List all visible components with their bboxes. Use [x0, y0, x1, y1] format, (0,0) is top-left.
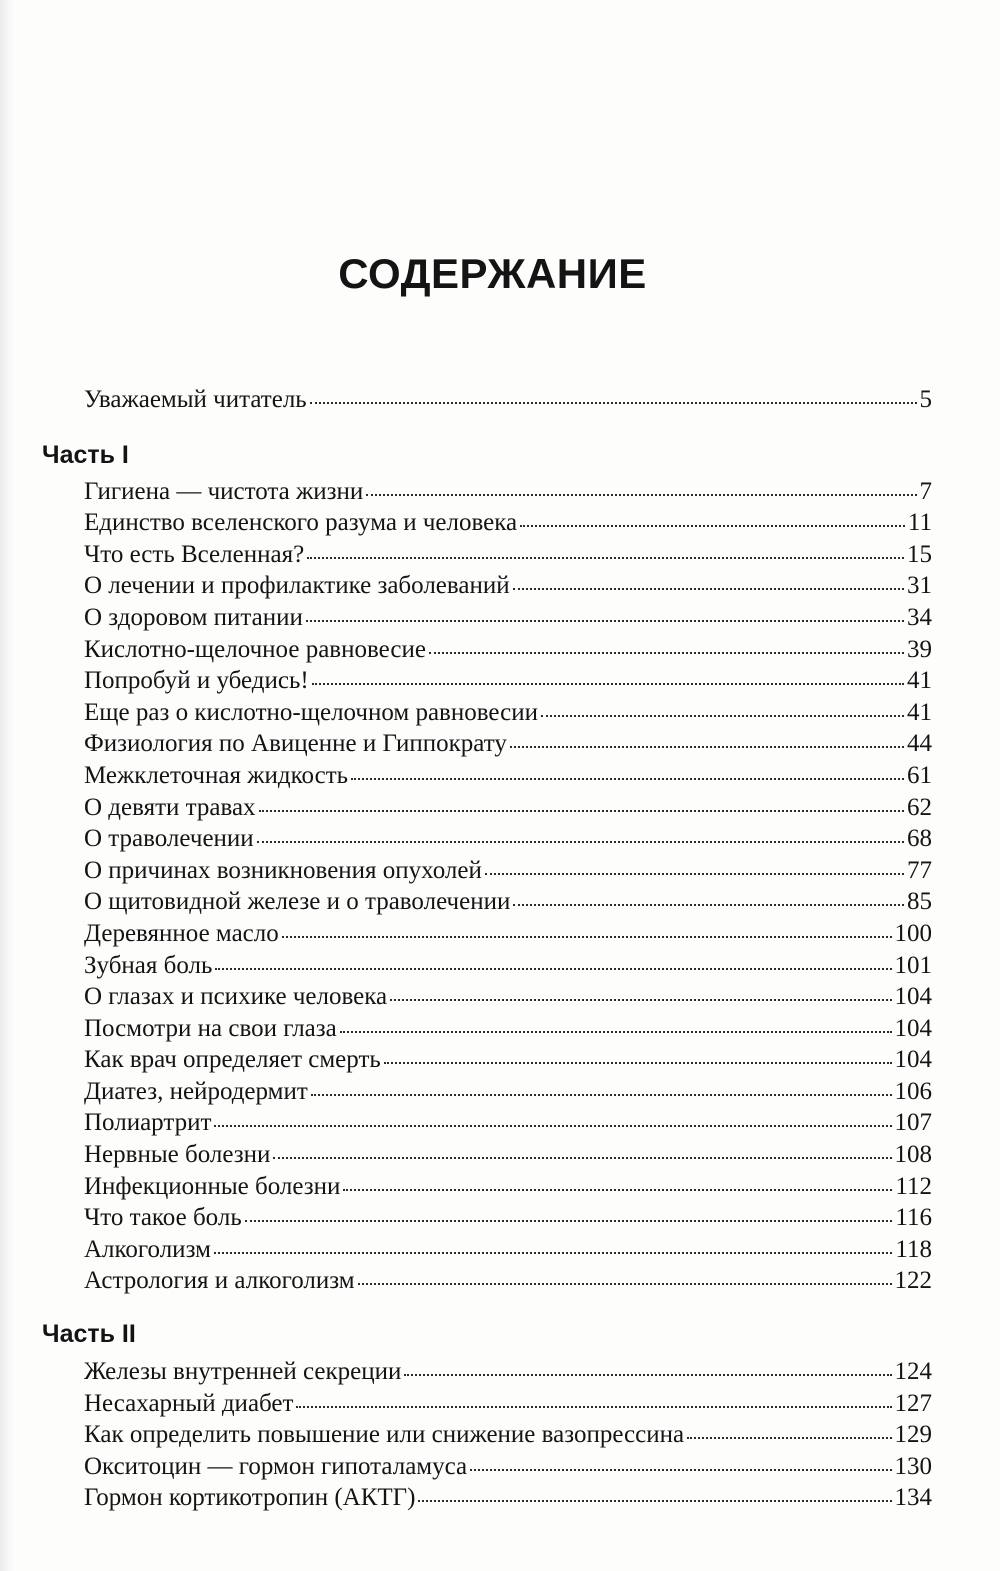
toc-entry-page: 134	[894, 1484, 932, 1512]
toc-entry-label: Гормон кортикотропин (АКТГ)	[84, 1484, 416, 1512]
toc-entry-page: 41	[907, 667, 932, 695]
toc-entry-label: Физиология по Авиценне и Гиппократу	[84, 730, 507, 758]
toc-entry[interactable]	[84, 1419, 932, 1451]
toc-entry-label: Астрология и алкоголизм	[84, 1267, 355, 1295]
toc-entry-page: 62	[907, 793, 932, 821]
toc-entry-label: Окситоцин — гормон гипоталамуса	[84, 1452, 468, 1480]
toc-entry[interactable]	[84, 539, 932, 571]
dot-leader	[470, 1467, 891, 1471]
toc-entry-label: Еще раз о кислотно-щелочном равновесии	[84, 698, 538, 726]
dot-leader	[310, 400, 917, 404]
toc-entry[interactable]	[84, 1013, 932, 1045]
toc-entry[interactable]	[84, 981, 932, 1013]
toc-entry[interactable]	[84, 1356, 932, 1388]
toc-entry-label: О причинах возникновения опухолей	[84, 856, 482, 884]
toc-entry-page: 34	[907, 603, 932, 631]
toc-entry-page: 106	[894, 1077, 932, 1105]
dot-leader	[306, 618, 904, 622]
dot-leader	[687, 1435, 891, 1439]
part-1-heading: Часть I	[42, 440, 129, 469]
dot-leader	[513, 586, 904, 590]
toc-entry[interactable]	[84, 1107, 932, 1139]
dot-leader	[351, 776, 904, 780]
toc-entry[interactable]	[84, 823, 932, 855]
toc-entry-label: О щитовидной железе и о траволечении	[84, 888, 511, 916]
toc-entry[interactable]	[84, 886, 932, 918]
toc-entry-label: О девяти травах	[84, 793, 256, 821]
dot-leader	[541, 713, 904, 717]
dot-leader	[485, 871, 904, 875]
toc-entry-page: 118	[895, 1235, 932, 1263]
toc-entry[interactable]	[84, 1265, 932, 1297]
dot-leader	[340, 1029, 892, 1033]
dot-leader	[215, 966, 891, 970]
toc-entry[interactable]	[84, 1202, 932, 1234]
toc-entry[interactable]	[84, 665, 932, 697]
dot-leader	[311, 1092, 892, 1096]
toc-entry-label: О глазах и психике человека	[84, 983, 388, 1011]
toc-entry-label: Кислотно-щелочное равновесие	[84, 635, 426, 663]
toc-entry-page: 116	[895, 1204, 932, 1232]
toc-entry-page: 15	[907, 540, 932, 568]
toc-entry-page: 11	[907, 509, 932, 537]
toc-entry-label: Как определить повышение или снижение вазопрессина	[84, 1421, 685, 1449]
toc-entry[interactable]	[84, 918, 932, 950]
toc-entry-page: 39	[907, 635, 932, 663]
toc-entry-label: О здоровом питании	[84, 603, 303, 631]
toc-entry-label: Железы внутренней секреции	[84, 1358, 402, 1386]
toc-entry-label: Как врач определяет смерть	[84, 1046, 381, 1074]
toc-entry[interactable]	[84, 1044, 932, 1076]
dot-leader	[520, 523, 905, 527]
toc-entry[interactable]	[84, 634, 932, 666]
toc-entry[interactable]	[84, 1234, 932, 1266]
toc-entry-page: 41	[907, 698, 932, 726]
toc-entry-label: О лечении и профилактике заболеваний	[84, 572, 510, 600]
toc-entry[interactable]	[84, 1451, 932, 1483]
toc-entry-label: Межклеточная жидкость	[84, 761, 349, 789]
toc-entry-label: Посмотри на свои глаза	[84, 1014, 337, 1042]
toc-entry-page: 108	[894, 1141, 932, 1169]
dot-leader	[418, 1498, 891, 1502]
dot-leader	[312, 681, 904, 685]
toc-entry-label: Что такое боль	[84, 1204, 242, 1232]
dot-leader	[214, 1250, 893, 1254]
part-2-entries	[0, 1356, 1000, 1514]
dot-leader	[296, 1404, 891, 1408]
dot-leader	[510, 744, 904, 748]
toc-entry-page: 112	[895, 1172, 932, 1200]
toc-entry[interactable]	[84, 507, 932, 539]
toc-entry-label: Деревянное масло	[84, 919, 279, 947]
toc-entry[interactable]	[84, 1171, 932, 1203]
toc-entry-label: Алкоголизм	[84, 1235, 211, 1263]
dot-leader	[282, 934, 892, 938]
dot-leader	[429, 650, 904, 654]
toc-entry[interactable]	[84, 1076, 932, 1108]
toc-entry-label: Что есть Вселенная?	[84, 540, 305, 568]
dot-leader	[513, 902, 904, 906]
toc-entry-label: Попробуй и убедись!	[84, 667, 309, 695]
dot-leader	[390, 997, 891, 1001]
toc-entry-label: Полиартрит	[84, 1109, 212, 1137]
toc-entry-label: Несахарный диабет	[84, 1389, 294, 1417]
toc-entry-page: 61	[907, 761, 932, 789]
toc-entry-page: 127	[894, 1389, 932, 1417]
toc-entry[interactable]	[84, 792, 932, 824]
toc-entry-page: 124	[894, 1358, 932, 1386]
dot-leader	[259, 808, 904, 812]
toc-entry-page: 44	[907, 730, 932, 758]
toc-entry[interactable]	[84, 728, 932, 760]
toc-entry-label: Уважаемый читатель	[84, 386, 307, 413]
dot-leader	[404, 1372, 891, 1376]
toc-entry[interactable]	[84, 760, 932, 792]
toc-entry-page: 85	[907, 888, 932, 916]
dot-leader	[214, 1123, 891, 1127]
toc-entry-label: Зубная боль	[84, 951, 213, 979]
dot-leader	[366, 492, 916, 496]
toc-entry-page: 104	[894, 983, 932, 1011]
toc-entry-label: Диатез, нейродермит	[84, 1077, 308, 1105]
part-2-heading: Часть II	[42, 1320, 136, 1349]
toc-entry[interactable]	[84, 855, 932, 887]
page-title: СОДЕРЖАНИЕ	[338, 250, 647, 297]
toc-entry-page: 129	[894, 1421, 932, 1449]
toc-entry[interactable]	[84, 1139, 932, 1171]
dot-leader	[307, 555, 904, 559]
dot-leader	[257, 839, 904, 843]
toc-entry[interactable]	[84, 476, 932, 508]
toc-entry-page: 31	[907, 572, 932, 600]
dot-leader	[273, 1155, 891, 1159]
toc-entry[interactable]	[84, 1482, 932, 1514]
part-1-entries	[0, 476, 1000, 1297]
toc-entry-label: О траволечении	[84, 825, 254, 853]
dot-leader	[358, 1281, 892, 1285]
toc-entry[interactable]	[84, 1388, 932, 1420]
table-of-contents	[0, 384, 1000, 1514]
toc-entry[interactable]	[84, 697, 932, 729]
toc-entry-page: 7	[919, 477, 932, 505]
toc-entry[interactable]	[84, 950, 932, 982]
toc-entry-page: 130	[894, 1452, 932, 1480]
dot-leader	[384, 1060, 892, 1064]
toc-entry[interactable]	[84, 570, 932, 602]
toc-entry-label: Инфекционные болезни	[84, 1172, 341, 1200]
toc-entry[interactable]	[84, 602, 932, 634]
toc-entry-page: 107	[894, 1109, 932, 1137]
toc-entry-label: Гигиена — чистота жизни	[84, 477, 364, 505]
toc-entry-page: 104	[894, 1046, 932, 1074]
toc-entry-page: 122	[894, 1267, 932, 1295]
toc-entry-page: 77	[907, 856, 932, 884]
dot-leader	[245, 1218, 893, 1222]
toc-entry-label: Нервные болезни	[84, 1141, 271, 1169]
toc-entry-page: 5	[919, 386, 932, 413]
toc-entry-page: 100	[894, 919, 932, 947]
toc-entry-preface[interactable]	[84, 384, 932, 416]
dot-leader	[343, 1187, 892, 1191]
toc-entry-label: Единство вселенского разума и человека	[84, 509, 518, 537]
toc-entry-page: 104	[894, 1014, 932, 1042]
toc-entry-page: 68	[907, 825, 932, 853]
toc-entry-page: 101	[894, 951, 932, 979]
